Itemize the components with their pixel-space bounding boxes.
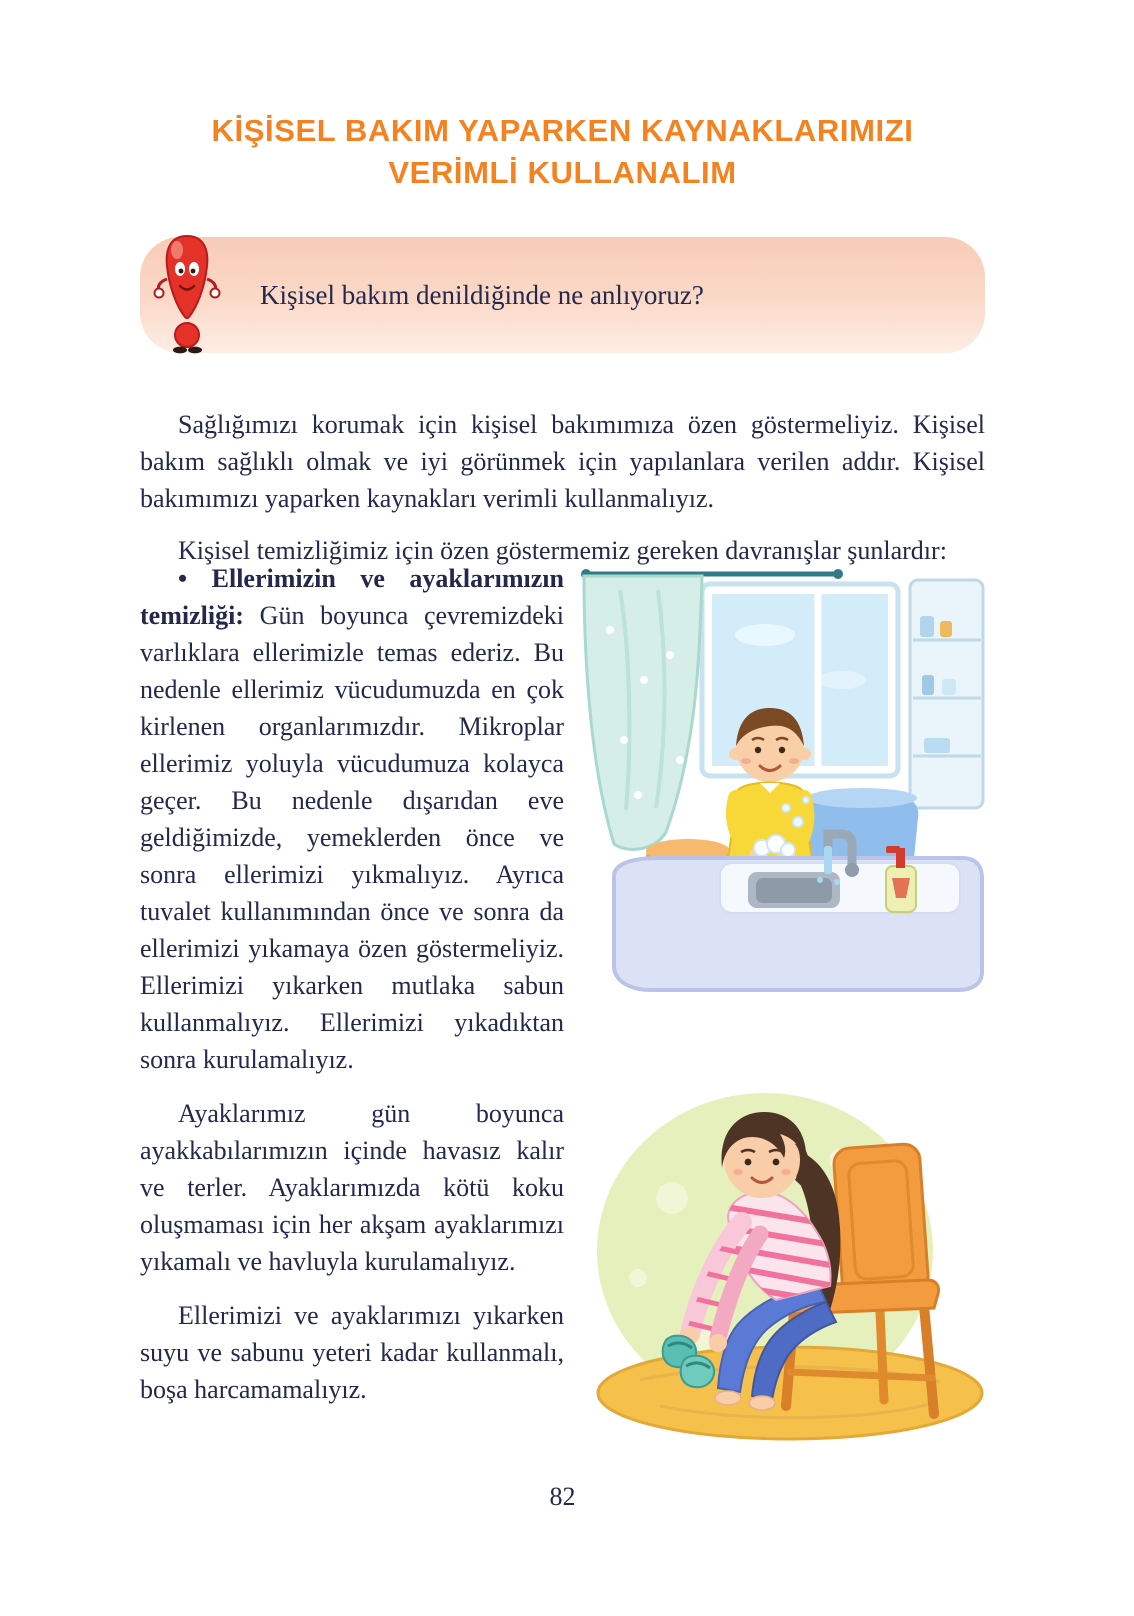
page-title-line1: KİŞİSEL BAKIM YAPARKEN KAYNAKLARIMIZI: [211, 113, 914, 148]
paragraph-intro: Sağlığımızı korumak için kişisel bakımımıza özen göstermeliyiz. Kişisel bakım sağlıklı olmak ve iyi görünmek için yapılanlara verilen addır. Kişisel bakımımızı yaparken kaynakları verimli kullanmalıyız.: [140, 410, 985, 513]
callout-question-text: Kişisel bakım denildiğinde ne anlıyoruz?: [260, 279, 704, 310]
page-number: 82: [549, 1482, 576, 1511]
bullet-body-text: Gün boyunca çevremizdeki varlıklara ellerimizle temas ederiz. Bu nedenle ellerimiz vücudumuzda en çok kirlenen organlarımızdır. Mikroplar ellerimiz yoluyla vücudumuza kolayca geçer. Bu nedenle dışarıdan eve geldiğimizde, yemeklerden önce ve sonra ellerimizi yıkmalıyız. Ayrıca tuvalet kullanımından önce ve sonra da ellerimizi yıkamaya özen göstermeliyiz. Ellerimizi yıkarken mutlaka sabun kullanmalıyız. Ellerimizi yıkadıktan sonra kurulamalıyız.: [140, 601, 564, 1074]
hand: [709, 1334, 727, 1352]
paragraph-save-water: Ellerimizi ve ayaklarımızı yıkarken suyu ve sabunu yeteri kadar kullanmalı, boşa harcamamalıyız.: [140, 1301, 564, 1404]
illustration-girl-slippers: [580, 1088, 985, 1443]
illustration-boy-washing-hands: [580, 560, 985, 1000]
two-column-section: [140, 560, 985, 1443]
shelf-unit: [910, 580, 983, 808]
shower-curtain: [584, 576, 702, 849]
page-title-line2: VERİMLİ KULLANALIM: [388, 155, 737, 190]
illustration-column: [580, 560, 985, 1443]
exclamation-mascot-icon: [152, 231, 222, 357]
question-callout: [140, 237, 985, 353]
bare-foot: [749, 1396, 775, 1410]
left-text-column: [140, 560, 564, 1408]
paragraph-behaviors-lead: Kişisel temizliğimiz için özen göstermemiz gereken davranışlar şunlardır:: [178, 536, 947, 565]
paragraph-hand-foot-hygiene: [140, 560, 564, 1078]
sink-counter: [614, 858, 982, 990]
bullet-lead-bold: • Ellerimizin ve ayaklarımızın temizliği:: [140, 564, 564, 630]
page-title: [140, 110, 985, 194]
paragraph-feet: Ayaklarımız gün boyunca ayakkabılarımızın içinde havasız kalır ve terler. Ayaklarımızda kötü koku oluşmaması için her akşam ayaklarımızı yıkamalı ve havluyla kurulamalıyız.: [140, 1099, 564, 1276]
bathtub: [805, 788, 919, 858]
bare-foot: [715, 1391, 741, 1405]
